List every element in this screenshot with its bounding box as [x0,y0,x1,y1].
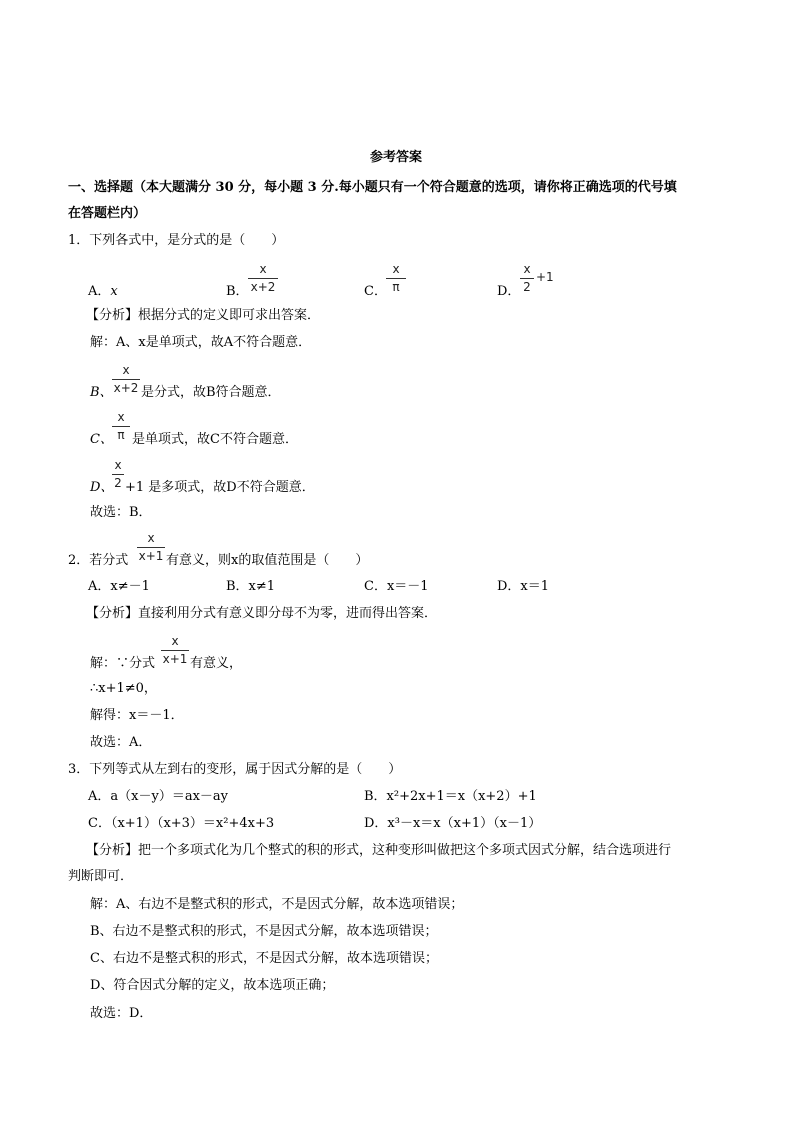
fraction-bar [112,426,130,427]
option-label: A． [88,284,111,299]
q1-solution-a: 解：A、x是单项式，故A不符合题意． [90,335,312,350]
q3-solution-a: 解：A、右边不是整式积的形式，不是因式分解，故本选项错误； [90,897,464,912]
q1-option-d-label: D． [497,284,521,299]
q2-stem-prefix: 2．若分式 [68,553,129,568]
q2-option-c: C．x＝－1 [364,579,429,594]
q1-solution-d-text: +1 是多项式，故D不符合题意． [125,480,315,495]
q1-solution-b-text: 是分式，故B符合题意． [141,385,281,400]
fraction-numerator: x [392,262,400,276]
q3-answer: 故选：D． [90,1006,153,1021]
fraction-numerator: x [171,634,179,648]
fraction-bar [112,474,124,475]
q3-solution-d: D、符合因式分解的定义，故本选项正确； [90,978,335,993]
fraction-bar [161,650,189,651]
fraction-denominator: 2 [114,476,122,490]
q2-solution-fraction [161,634,189,667]
q2-option-d: D．x＝1 [497,579,550,594]
fraction-bar [386,278,406,279]
fraction-bar [112,379,140,380]
fraction-bar [248,278,278,279]
section-heading-line2: 在答题栏内） [68,206,147,221]
q3-option-d: D．x³－x＝x（x+1）（x－1） [364,816,542,831]
q1-solution-c-text: 是单项式，故C不符合题意． [132,432,298,447]
q1-solution-b-prefix: B、 [90,385,113,400]
fraction-denominator: x+1 [162,652,188,666]
q2-stem-suffix: 有意义，则x的取值范围是（ ） [166,553,369,568]
q3-option-b: B．x²+2x+1＝x（x+2）+1 [364,789,537,804]
q3-stem: 3．下列等式从左到右的变形，属于因式分解的是（ ） [68,762,402,777]
q1-solution-c-prefix: C、 [90,432,113,447]
q2-option-b: B．x≠1 [226,579,276,594]
q3-solution-b: B、右边不是整式积的形式，不是因式分解，故本选项错误； [90,924,438,939]
q1-analysis: 【分析】根据分式的定义即可求出答案． [86,308,321,323]
fraction-numerator: x [523,262,531,276]
fraction-denominator: π [117,428,125,442]
q2-stem-fraction [137,531,165,564]
q1-solution-b-fraction [112,363,140,396]
fraction-denominator: x+1 [138,549,164,563]
q3-option-c: C．（x+1）（x+3）＝x²+4x+3 [88,816,275,831]
fraction-denominator: x+2 [113,381,139,395]
fraction-numerator: x [259,262,267,276]
q2-option-a: A．x≠－1 [88,579,150,594]
q2-analysis: 【分析】直接利用分式有意义即分母不为零，进而得出答案． [86,606,438,621]
fraction-numerator: x [122,363,130,377]
fraction-bar [137,547,165,548]
fraction-numerator: x [114,458,122,472]
q1-solution-d-prefix: D、 [90,480,114,495]
fraction-denominator: 2 [523,280,531,294]
q1-answer: 故选：B． [90,505,152,520]
q1-option-d-suffix: +1 [536,270,554,284]
q3-option-a: A．a（x－y）＝ax－ay [88,789,228,804]
q2-solution-line3: 解得：x＝－1． [90,708,184,723]
q1-option-a [88,284,118,300]
fraction-numerator: x [117,410,125,424]
q2-answer: 故选：A． [90,735,152,750]
q1-solution-c-fraction [112,410,130,443]
q2-solution-line1-suffix: 有意义， [190,656,243,671]
q1-option-b-label: B． [226,284,249,299]
q1-option-d-fraction [520,262,534,295]
fraction-denominator: x+2 [250,280,276,294]
q1-stem: 1．下列各式中，是分式的是（ ） [68,233,285,248]
q2-solution-line2: ∴x+1≠0， [90,681,157,696]
fraction-numerator: x [147,531,155,545]
page-title: 参考答案 [370,150,423,165]
q1-option-c-fraction [386,262,406,295]
option-value: x [110,284,118,299]
fraction-bar [520,278,534,279]
q1-solution-d-fraction [112,458,124,491]
fraction-denominator: π [392,280,400,294]
q1-option-b-fraction [248,262,278,295]
q2-solution-line1-prefix: 解：∵分式 [90,656,156,671]
q3-analysis-line1: 【分析】把一个多项式化为几个整式的积的形式，这种变形叫做把这个多项式因式分解，结合选项进行 [86,843,672,858]
section-heading-line1: 一、选择题（本大题满分 30 分，每小题 3 分.每小题只有一个符合题意的选项，请你将正确选项的代号填 [68,180,677,195]
q3-solution-c: C、右边不是整式积的形式，不是因式分解，故本选项错误； [90,951,438,966]
q3-analysis-line2: 判断即可． [68,869,134,884]
q1-option-c-label: C． [364,284,387,299]
